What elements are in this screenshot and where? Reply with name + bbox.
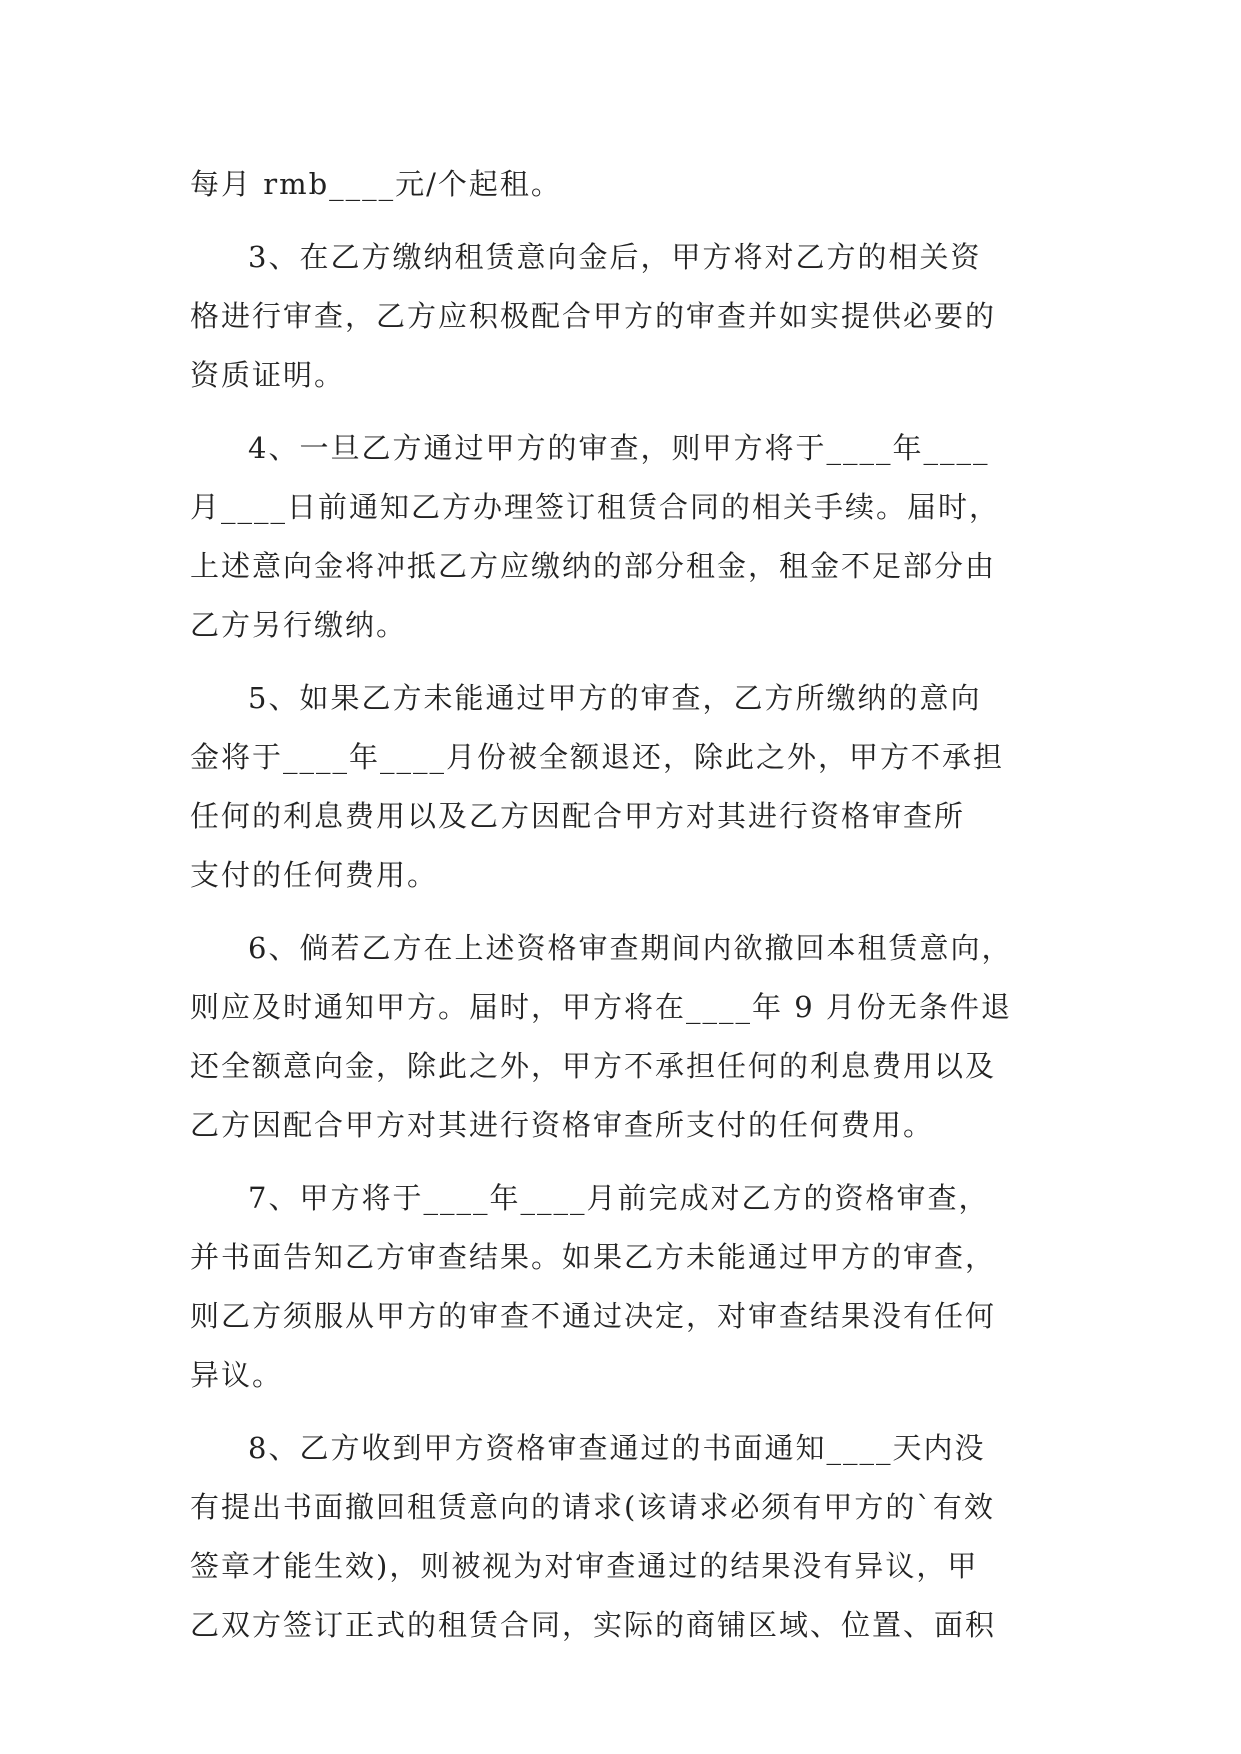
text-line: 乙方另行缴纳。 — [190, 608, 408, 642]
clause-4-paragraph — [190, 419, 1050, 655]
text-line: 则应及时通知甲方。届时，甲方将在____年 9 月份无条件退 — [190, 990, 1012, 1024]
clause-5-paragraph — [190, 669, 1050, 905]
paragraph-continuation — [190, 155, 1050, 214]
text-line: 每月 rmb____元/个起租。 — [190, 167, 562, 201]
text-line: 任何的利息费用以及乙方因配合甲方对其进行资格审查所 — [190, 799, 966, 833]
clause-3-paragraph — [190, 228, 1050, 405]
text-line: 则乙方须服从甲方的审查不通过决定，对审查结果没有任何 — [190, 1299, 997, 1333]
text-line: 乙双方签订正式的租赁合同，实际的商铺区域、位置、面积 — [190, 1608, 997, 1642]
text-line: 上述意向金将冲抵乙方应缴纳的部分租金，租金不足部分由 — [190, 549, 997, 583]
text-line: 异议。 — [190, 1358, 284, 1392]
text-line: 6、倘若乙方在上述资格审查期间内欲撤回本租赁意向， — [248, 931, 1013, 965]
text-line: 8、乙方收到甲方资格审查通过的书面通知____天内没 — [248, 1431, 986, 1465]
text-line: 7、甲方将于____年____月前完成对乙方的资格审查， — [248, 1181, 990, 1215]
text-line: 还全额意向金，除此之外，甲方不承担任何的利息费用以及 — [190, 1049, 997, 1083]
text-line: 3、在乙方缴纳租赁意向金后，甲方将对乙方的相关资 — [248, 240, 982, 274]
text-line: 有提出书面撤回租赁意向的请求(该请求必须有甲方的`有效 — [190, 1490, 995, 1524]
clause-6-paragraph — [190, 919, 1050, 1155]
clause-8-paragraph — [190, 1419, 1050, 1655]
text-line: 月____日前通知乙方办理签订租赁合同的相关手续。届时， — [190, 490, 1001, 524]
text-line: 并书面告知乙方审查结果。如果乙方未能通过甲方的审查， — [190, 1240, 997, 1274]
text-line: 5、如果乙方未能通过甲方的审查，乙方所缴纳的意向 — [248, 681, 982, 715]
text-line: 4、一旦乙方通过甲方的审查，则甲方将于____年____ — [248, 431, 990, 465]
text-line: 签章才能生效)，则被视为对审查通过的结果没有异议，甲 — [190, 1549, 979, 1583]
clause-7-paragraph — [190, 1169, 1050, 1405]
text-line: 支付的任何费用。 — [190, 858, 439, 892]
text-line: 金将于____年____月份被全额退还，除此之外，甲方不承担 — [190, 740, 1005, 774]
text-line: 乙方因配合甲方对其进行资格审查所支付的任何费用。 — [190, 1108, 935, 1142]
document-body — [190, 155, 1050, 1655]
text-line: 格进行审查，乙方应积极配合甲方的审查并如实提供必要的 — [190, 299, 997, 333]
text-line: 资质证明。 — [190, 358, 346, 392]
